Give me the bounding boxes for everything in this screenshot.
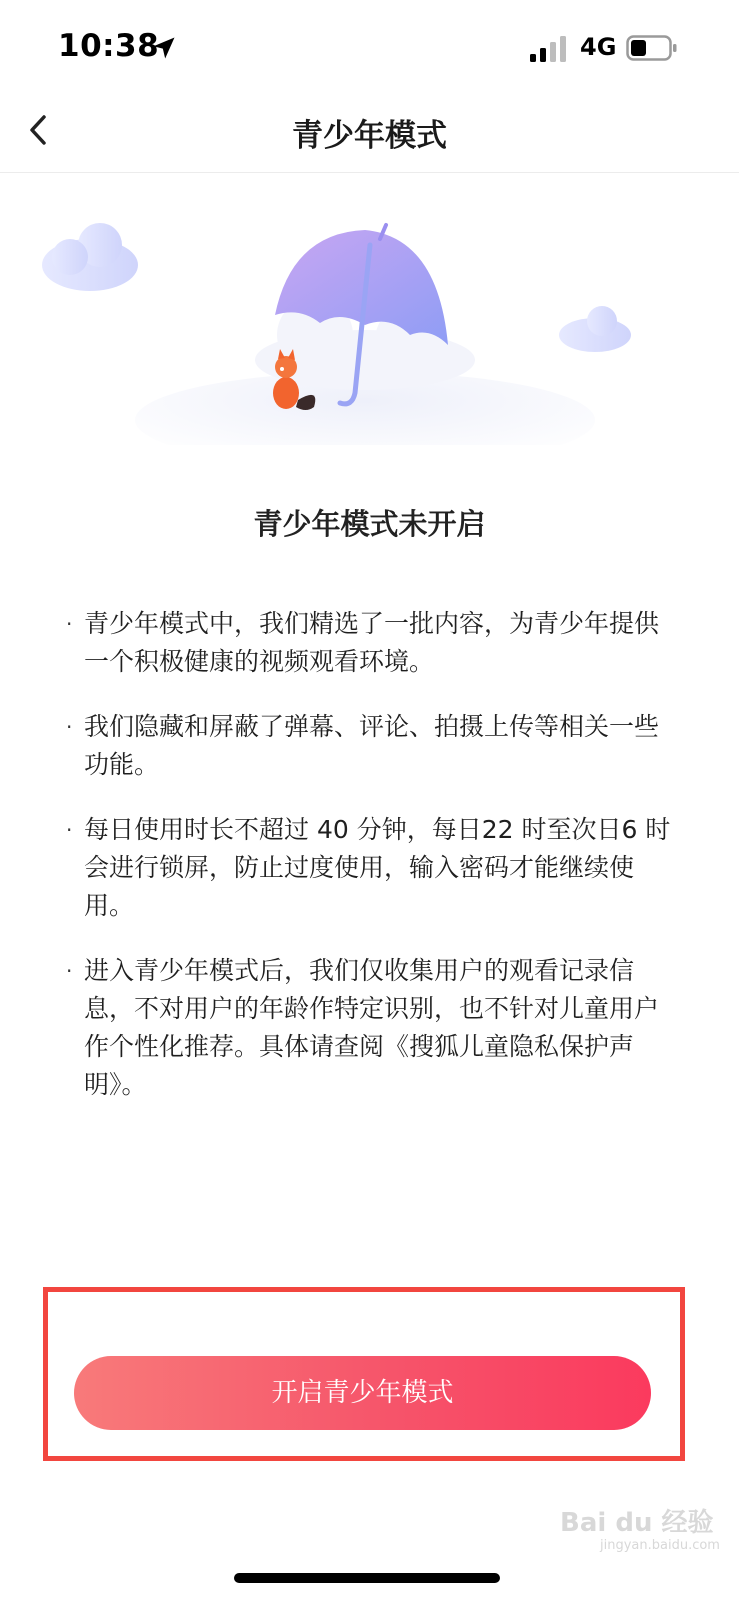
- list-item: [66, 952, 676, 1104]
- list-item: [66, 708, 676, 784]
- info-text: 青少年模式中，我们精选了一批内容，为青少年提供一个积极健康的视频观看环境。: [84, 609, 660, 676]
- enable-teen-mode-button[interactable]: 开启青少年模式: [74, 1356, 651, 1430]
- signal-icon: [530, 36, 570, 62]
- network-type: 4G: [580, 33, 617, 61]
- bullet-dot: ·: [66, 715, 73, 739]
- cloud-icon: [42, 223, 138, 291]
- info-list: [66, 605, 676, 1131]
- mode-status-heading: 青少年模式未开启: [253, 507, 486, 541]
- info-text: 我们隐藏和屏蔽了弹幕、评论、拍摄上传等相关一些功能。: [84, 712, 660, 779]
- page-title: 青少年模式: [292, 118, 447, 154]
- bullet-dot: ·: [66, 612, 73, 636]
- list-item: [66, 605, 676, 681]
- info-text: 进入青少年模式后，我们仅收集用户的观看记录信息，不对用户的年龄作特定识别，也不针对儿童用户作个性化推荐。具体请查阅《搜狐儿童隐私保护声明》。: [84, 956, 660, 1099]
- teen-mode-illustration: [30, 215, 710, 445]
- status-bar: [0, 0, 739, 100]
- nav-bar: [0, 100, 739, 173]
- list-item: [66, 811, 676, 925]
- location-arrow-icon: [150, 34, 178, 62]
- status-time: 10:38: [58, 28, 160, 64]
- home-indicator[interactable]: [234, 1573, 500, 1583]
- info-text: 每日使用时长不超过 40 分钟，每日22 时至次日6 时会进行锁屏，防止过度使用，输入密码才能继续使用。: [84, 815, 671, 920]
- cloud-icon: [559, 306, 631, 352]
- bullet-dot: ·: [66, 959, 73, 983]
- battery-icon: [626, 35, 678, 61]
- watermark: Bai du 经验: [560, 1508, 714, 1538]
- bullet-dot: ·: [66, 818, 73, 842]
- watermark-url: jingyan.baidu.com: [600, 1538, 720, 1553]
